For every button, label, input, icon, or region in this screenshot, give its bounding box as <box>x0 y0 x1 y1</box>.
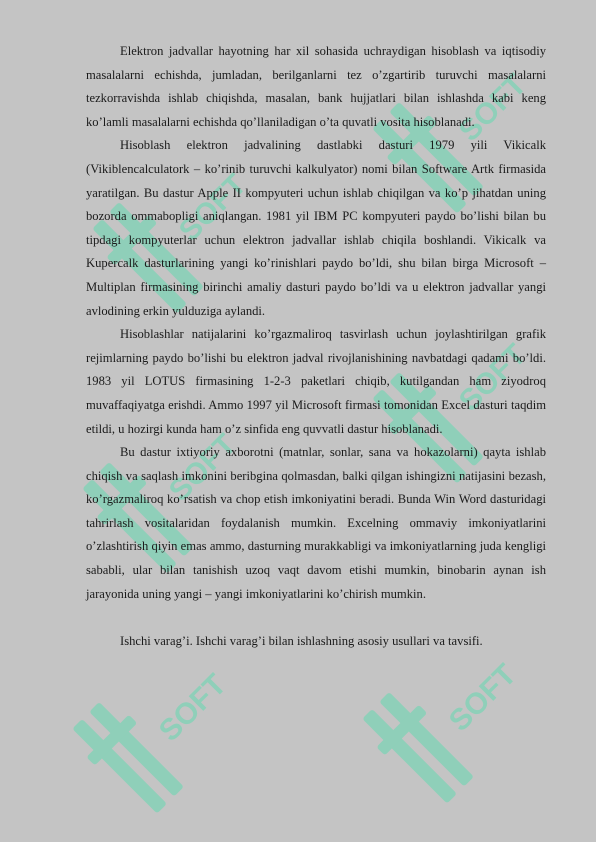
svg-text:SOFT: SOFT <box>452 67 533 148</box>
svg-text:SOFT: SOFT <box>172 167 253 248</box>
section-heading: Ishchi varag’i. Ishchi varag’i bilan ishlashning asosiy usullari va tavsifi. <box>120 633 483 648</box>
svg-text:SOFT: SOFT <box>152 667 233 748</box>
paragraph-4: Bu dastur ixtiyoriy axborotni (matnlar, sonlar, sana va hokazolarni) qayta ishlab chiqish va saqlash imkonini beribgina qolmasdan, balki qilgan ishingizni natijasini bezash, ko’rgazmaliroq ko’rsatish va chop etish imkoniyatini beradi. Bunda Win Word dasturidagi tahrirlash vositalaridan foydalanish mumkin. Excelning ommaviy imkoniyatlarini o’zlashtirish qiyin emas ammo, dasturning murakkabligi va imkoniyatlarning juda kengligi sababli, ular bilan tanishish uzoq vaqt davom etishi mumkin, binobarin aynan ish jarayonida uning yangi – yangi imkoniyatlarini ko’chirish mumkin. <box>86 445 546 601</box>
svg-text:SOFT: SOFT <box>442 657 523 738</box>
paragraph-3: Hisoblashlar natijalarini ko’rgazmaliroq tasvirlash uchun joylashtirilgan grafik rejimlarning paydo bo’lishi bu elektron jadval rivojlanishining navbatdagi qadami bo’ldi. 1983 yil LOTUS firmasining 1-2-3 paketlari chiqib, kutilgandan ham ziyodroq muvaffaqiyatga erishdi. Ammo 1997 yil Microsoft firmasi tomonidan Excel dasturi taqdim etildi, u hozirgi kunda ham o’z sinfida eng quvvatli dastur hisoblanadi. <box>86 327 546 436</box>
paragraph-2: Hisoblash elektron jadvalining dastlabki dasturi 1979 yili Vikicalk (Vikiblencalculatork – ko’rinib turuvchi kalkulyator) nomi bilan Software Artk firmasida yaratilgan. Bu dastur Apple II kompyuteri uchun ishlab chiqilgan va ko’p jihatdan uning bozorda ommabopligi aniqlangan. 1981 yil IBM PC kompyuteri paydo bo’lishi bilan bu tipdagi kompyuterlar uchun elektron jadvallar ishlab chiqila boshlandi. Vikicalk va Kupercalk dasturlarining yangi ko’rinishlari paydo bo’ldi, shu bilan birga Microsoft – Multiplan firmasining birinchi amaliy dasturi paydo bo’ldi va u elektron jadvallar yangi avlodining erkin yulduziga aylandi. <box>86 138 546 318</box>
paragraph-1: Elektron jadvallar hayotning har xil sohasida uchraydigan hisoblash va iqtisodiy masalalarni echishda, jumladan, berilganlarni tez o’zgartirib turuvchi masalalarni tezkorravishda ishlab chiqishda, masalan, bank hujjatlari bilan ishlashda kabi keng ko’lamli masalalarni echishda qo’llaniladigan o’ta quvatli vosita hisoblanadi. <box>86 44 546 129</box>
svg-text:SOFT: SOFT <box>452 337 533 418</box>
document-body <box>86 40 546 653</box>
watermark-logo-bottom-right <box>370 650 523 830</box>
watermark-logo-bottom-left <box>80 660 233 840</box>
svg-text:SOFT: SOFT <box>162 427 243 508</box>
